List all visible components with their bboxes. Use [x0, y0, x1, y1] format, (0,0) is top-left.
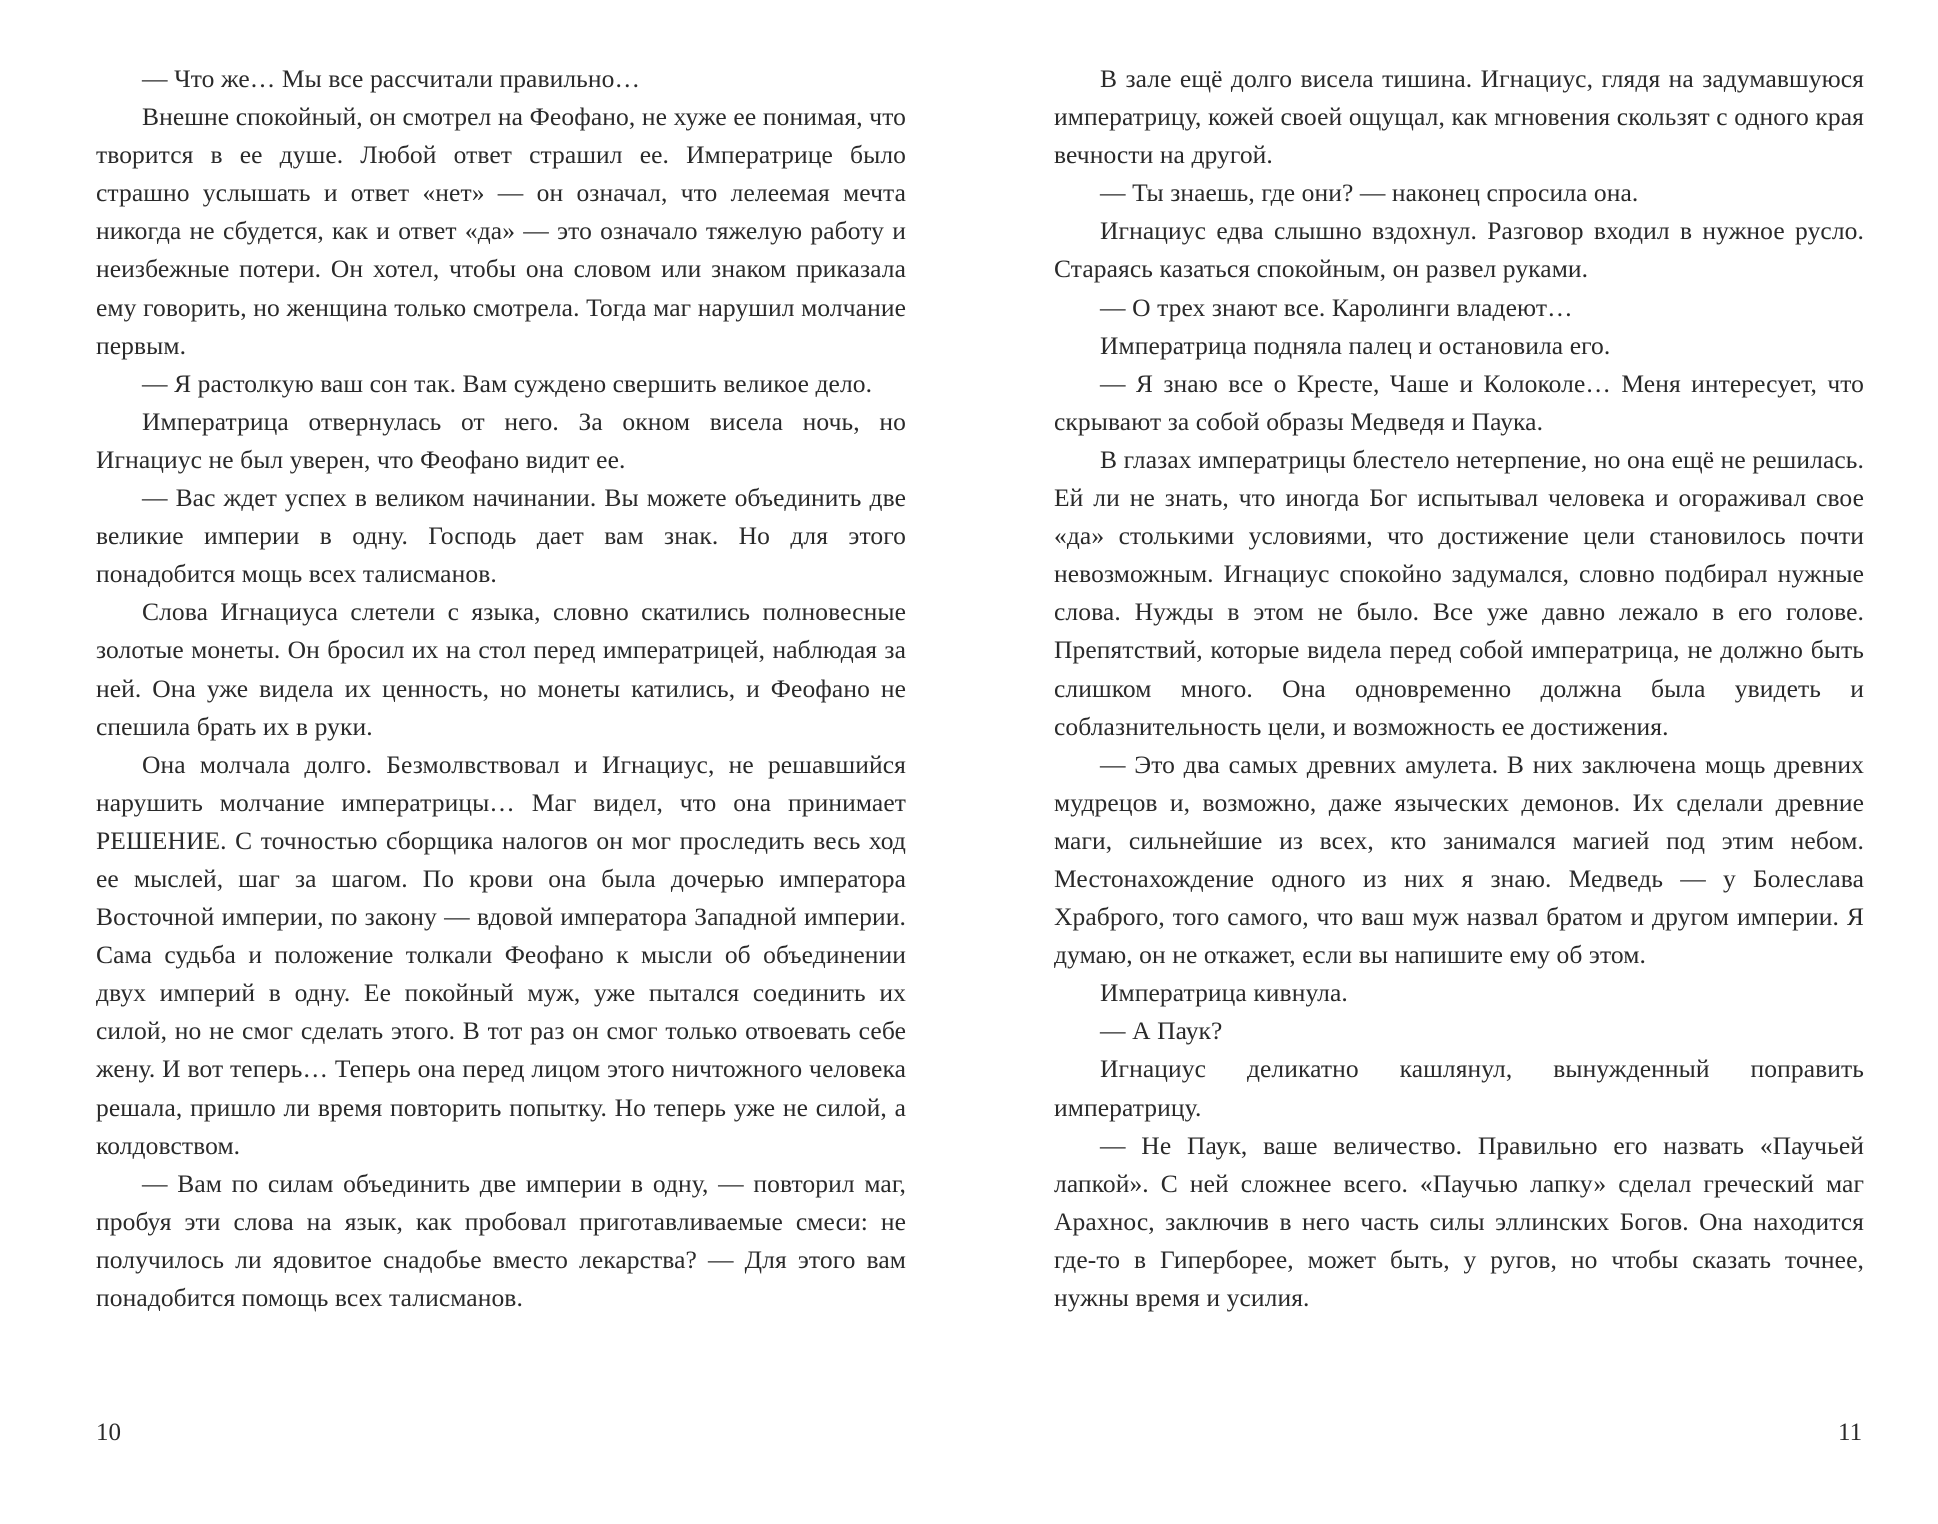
paragraph: — Ты знаешь, где они? — наконец спросила она.: [1100, 178, 1639, 208]
paragraph: — Я знаю все о Кресте, Чаше и Колоколе… Меня интересует, что скрывают за собой образы Медведя и Паука.: [1054, 368, 1864, 436]
paragraph: Игнациус деликатно кашлянул, вынужденный поправить императрицу.: [1054, 1054, 1864, 1122]
paragraph: — Что же… Мы все рассчитали правильно…: [142, 64, 641, 93]
paragraph: — О трех знают все. Каролинги владеют…: [1100, 292, 1573, 322]
paragraph: Слова Игнациуса слетели с языка, словно скатились полновесные золотые монеты. Он бросил их на стол перед императрицей, наблюдая за ней. Она уже видела их ценность, но монеты катились, и Феофано не спешила брать их в руки.: [96, 597, 906, 741]
paragraph: — Вам по силам объединить две империи в одну, — повторил маг, пробуя эти слова на язык, как пробовал приготавливаемые смеси: не получилось ли ядовитое снадобье вместо лекарства? — Для этого вам понадобится помощь всех талисманов.: [96, 1168, 906, 1312]
paragraph: Императрица подняла палец и остановила его.: [1100, 330, 1611, 360]
page-number-left: 10: [96, 1419, 121, 1446]
paragraph: Игнациус едва слышно вздохнул. Разговор входил в нужное русло. Стараясь казаться спокойным, он развел руками.: [1054, 216, 1864, 284]
paragraph: — Это два самых древних амулета. В них заключена мощь древних мудрецов и, возможно, даже языческих демонов. Их сделали древние маги, сильнейшие из всех, кто занимался магией под этим небом. Местонахождение одного из них я знаю. Медведь — у Болеслава Храброго, того самого, что ваш муж назвал братом и другом империи. Я думаю, он не откажет, если вы напишите ему об этом.: [1054, 749, 1864, 970]
paragraph: — Не Паук, ваше величество. Правильно его назвать «Паучьей лапкой». С ней сложнее всего. «Паучью лапку» сделал греческий маг Арахнос, заключив в него часть силы эллинских Богов. Она находится где-то в Гиперборее, может быть, у ругов, но чтобы сказать точнее, нужны время и усилия.: [1054, 1130, 1864, 1312]
paragraph: Императрица кивнула.: [1100, 978, 1348, 1008]
paragraph: Императрица отвернулась от него. За окном висела ночь, но Игнациус не был уверен, что Феофано видит ее.: [96, 406, 906, 474]
left-page: [96, 60, 906, 1317]
paragraph: — А Паук?: [1100, 1016, 1223, 1046]
paragraph: — Вас ждет успех в великом начинании. Вы можете объединить две великие империи в одну. Господь дает вам знак. Но для этого понадобится мощь всех талисманов.: [96, 483, 906, 589]
paragraph: Она молчала долго. Безмолвствовал и Игнациус, не решавшийся нарушить молчание императрицы… Маг видел, что она принимает РЕШЕНИЕ. С точностью сборщика налогов он мог проследить весь ход ее мыслей, шаг за шагом. По крови она была дочерью императора Восточной империи, по закону — вдовой императора Западной империи. Сама судьба и положение толкали Феофано к мысли об объединении двух империй в одну. Ее покойный муж, уже пытался соединить их силой, но не смог сделать этого. В тот раз он смог только отвоевать себе жену. И вот теперь… Теперь она перед лицом этого ничтожного человека решала, пришло ли время повторить попытку. Но теперь уже не силой, а колдовством.: [96, 749, 906, 1160]
paragraph: — Я растолкую ваш сон так. Вам суждено свершить великое дело.: [142, 368, 873, 398]
paragraph: Внешне спокойный, он смотрел на Феофано, не хуже ее понимая, что творится в ее душе. Любой ответ страшил ее. Императрице было страшно услышать и ответ «нет» — он означал, что лелеемая мечта никогда не сбудется, как и ответ «да» — это означало тяжелую работу и неизбежные потери. Он хотел, чтобы она словом или знаком приказала ему говорить, но женщина только смотрела. Тогда маг нарушил молчание первым.: [96, 102, 906, 360]
paragraph: В глазах императрицы блестело нетерпение, но она ещё не решилась. Ей ли не знать, что иногда Бог испытывал человека и огораживал свое «да» столькими условиями, что достижение цели становилось почти невозможным. Игнациус спокойно задумался, словно подбирал нужные слова. Нужды в этом не было. Все уже давно лежало в его голове. Препятствий, которые видела перед собой императрица, не должно быть слишком много. Она одновременно должна была увидеть и соблазнительность цели, и возможность ее достижения.: [1054, 444, 1864, 741]
page-number-right: 11: [1838, 1419, 1863, 1446]
paragraph: В зале ещё долго висела тишина. Игнациус, глядя на задумавшуюся императрицу, кожей своей ощущал, как мгновения скользят с одного края вечности на другой.: [1054, 64, 1864, 170]
right-page: [1054, 60, 1864, 1317]
